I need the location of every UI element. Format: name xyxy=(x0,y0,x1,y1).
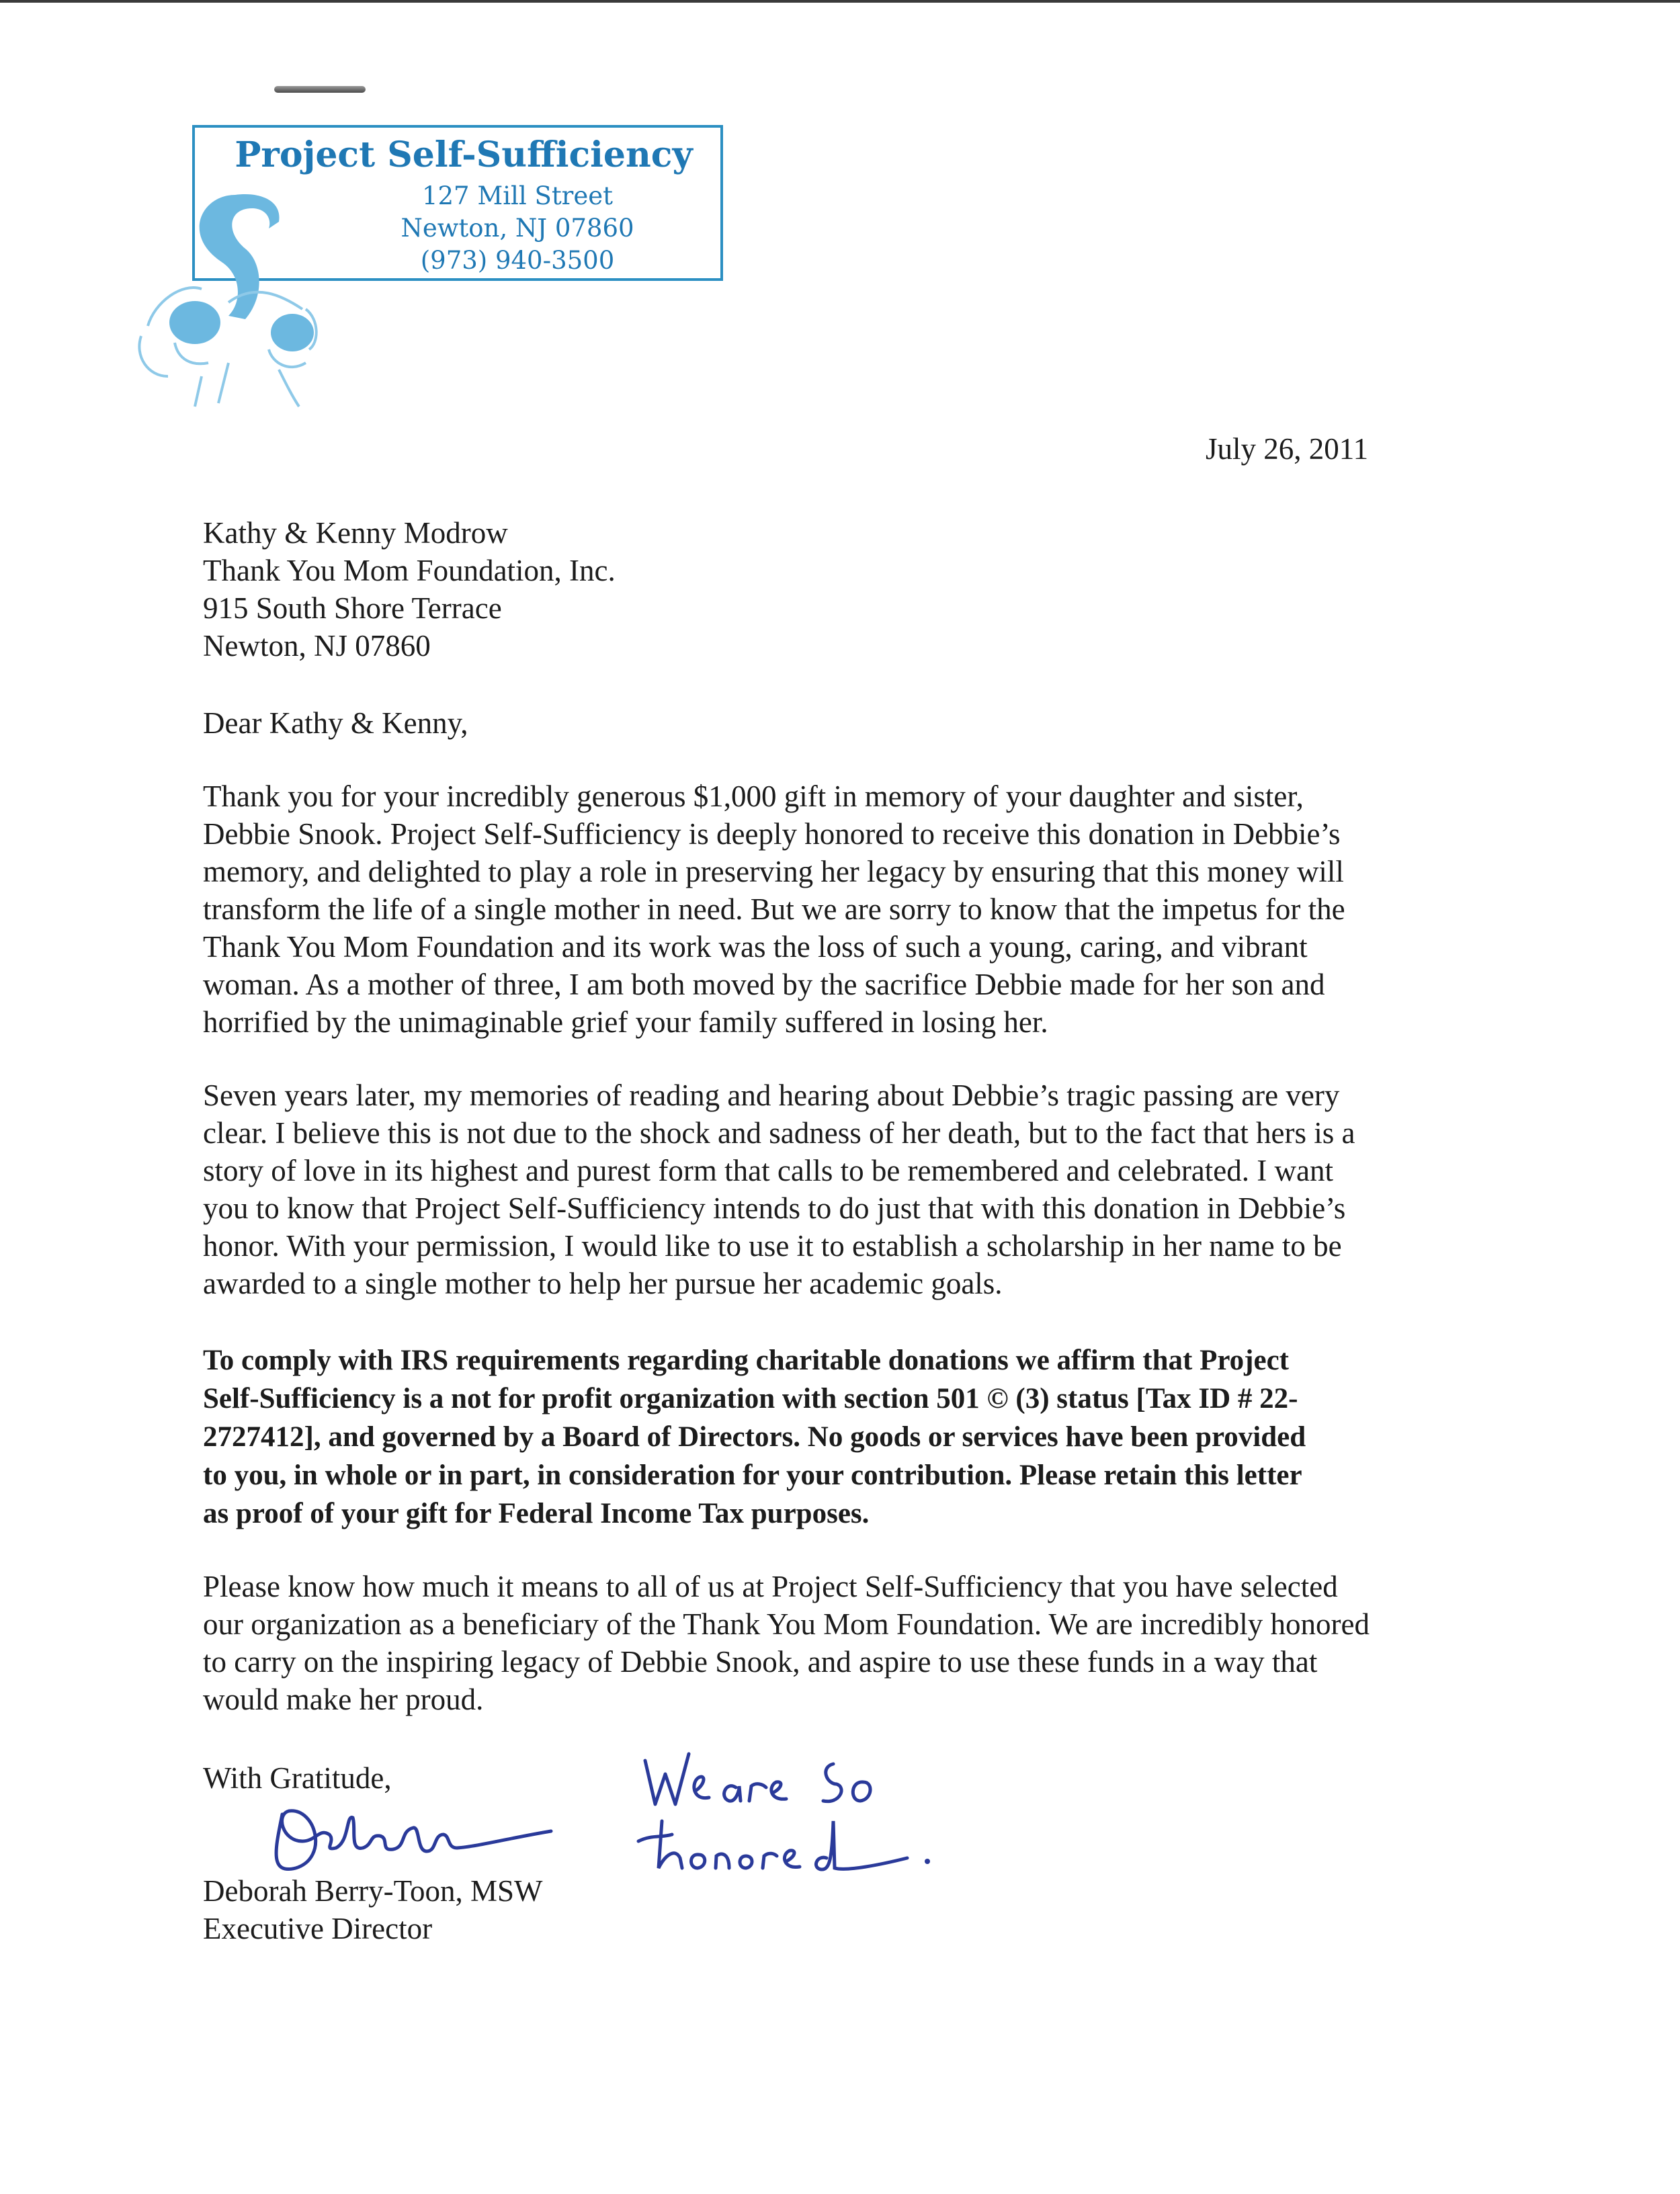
recipient-line-4: Newton, NJ 07860 xyxy=(203,629,431,663)
paragraph-line: story of love in its highest and purest form that calls to be remembered and celebrated. I want xyxy=(203,1154,1333,1187)
paragraph-line: Please know how much it means to all of us at Project Self-Sufficiency that you have selected xyxy=(203,1570,1338,1603)
signer-title: Executive Director xyxy=(203,1912,433,1945)
paragraph-line: memory, and delighted to play a role in preserving her legacy by ensuring that this money will xyxy=(203,855,1344,888)
paragraph-line: clear. I believe this is not due to the shock and sadness of her death, but to the fact that hers is a xyxy=(203,1116,1355,1150)
letterhead-org-name: Project Self-Sufficiency xyxy=(235,134,693,175)
closing: With Gratitude, xyxy=(203,1761,392,1795)
tax-statement-paragraph xyxy=(203,1341,1306,1533)
paragraph-line: you to know that Project Self-Sufficiency intends to do just that with this donation in Debbie’s xyxy=(203,1191,1346,1225)
paragraph-2 xyxy=(203,1077,1355,1302)
paragraph-line: would make her proud. xyxy=(203,1683,484,1716)
recipient-line-1: Kathy & Kenny Modrow xyxy=(203,516,508,550)
logo-figures-icon xyxy=(128,181,356,410)
paragraph-line: awarded to a single mother to help her pursue her academic goals. xyxy=(203,1267,1003,1300)
paragraph-line: woman. As a mother of three, I am both moved by the sacrifice Debbie made for her son and xyxy=(203,968,1325,1001)
recipient-line-2: Thank You Mom Foundation, Inc. xyxy=(203,554,616,587)
paragraph-line: To comply with IRS requirements regarding charitable donations we affirm that Project xyxy=(203,1345,1289,1376)
letter-date: July 26, 2011 xyxy=(1206,432,1369,466)
paragraph-line: 2727412], and governed by a Board of Directors. No goods or services have been provided xyxy=(203,1421,1306,1453)
paragraph-line: to you, in whole or in part, in consideration for your contribution. Please retain this letter xyxy=(203,1460,1302,1491)
recipient-line-3: 915 South Shore Terrace xyxy=(203,591,502,625)
staple xyxy=(274,86,366,93)
paragraph-line: Thank You Mom Foundation and its work was the loss of such a young, caring, and vibrant xyxy=(203,930,1308,964)
paragraph-line: our organization as a beneficiary of the Thank You Mom Foundation. We are incredibly honored xyxy=(203,1607,1370,1641)
scan-edge xyxy=(0,0,1680,3)
paragraph-line: horrified by the unimaginable grief your family suffered in losing her. xyxy=(203,1005,1048,1039)
salutation: Dear Kathy & Kenny, xyxy=(203,706,468,740)
letterhead-phone: (973) 940-3500 xyxy=(420,246,615,275)
paragraph-1 xyxy=(203,777,1345,1041)
paragraph-line: Debbie Snook. Project Self-Sufficiency is deeply honored to receive this donation in Debbie’s xyxy=(203,817,1341,851)
letterhead-street: 127 Mill Street xyxy=(421,181,614,210)
paragraph-line: Thank you for your incredibly generous $1,000 gift in memory of your daughter and sister, xyxy=(203,779,1304,813)
paragraph-line: as proof of your gift for Federal Income Tax purposes. xyxy=(203,1498,870,1529)
paragraph-line: transform the life of a single mother in need. But we are sorry to know that the impetus for the xyxy=(203,892,1345,926)
recipient-address xyxy=(203,514,616,665)
paragraph-4 xyxy=(203,1568,1370,1718)
paragraph-line: Self-Sufficiency is a not for profit organization with section 501 © (3) status [Tax ID # 22- xyxy=(203,1383,1298,1415)
signer-name: Deborah Berry-Toon, MSW xyxy=(203,1874,543,1908)
paragraph-line: Seven years later, my memories of reading and hearing about Debbie’s tragic passing are very xyxy=(203,1079,1340,1112)
letterhead-city: Newton, NJ 07860 xyxy=(401,214,634,243)
paragraph-line: honor. With your permission, I would like to use it to establish a scholarship in her name to be xyxy=(203,1229,1342,1263)
paragraph-line: to carry on the inspiring legacy of Debbie Snook, and aspire to use these funds in a way that xyxy=(203,1645,1318,1679)
